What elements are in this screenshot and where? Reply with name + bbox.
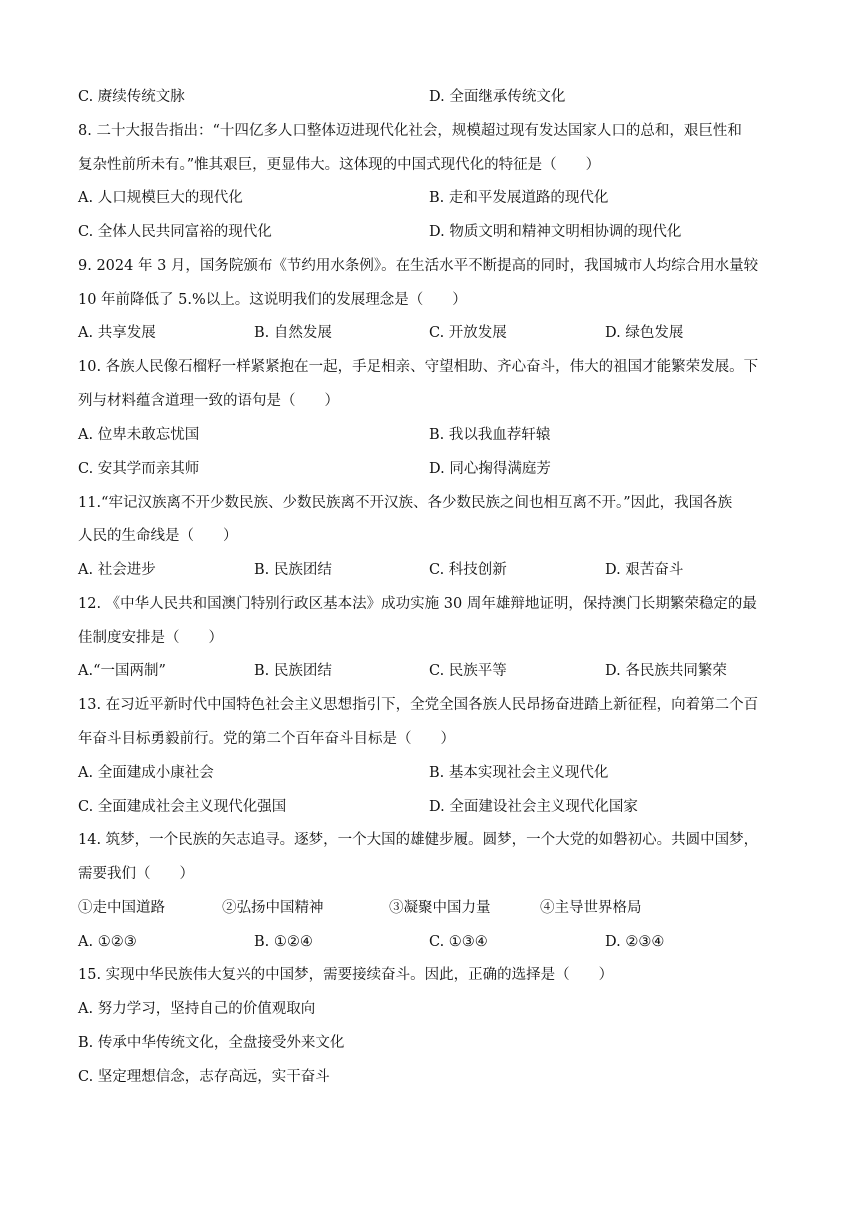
q14-option-c: C. ①③④ <box>429 934 488 950</box>
q10-option-d: D. 同心掬得满庭芳 <box>429 461 551 477</box>
q9-option-d: D. 绿色发展 <box>605 325 684 341</box>
q13-option-c: C. 全面建成社会主义现代化强国 <box>78 799 287 815</box>
q13-stem-line-2: 年奋斗目标勇毅前行。党的第二个百年奋斗目标是（ ） <box>78 731 455 747</box>
q10-option-c: C. 安其学而亲其师 <box>78 461 200 477</box>
q11-option-a: A. 社会进步 <box>78 562 156 578</box>
q12-option-d: D. 各民族共同繁荣 <box>605 663 727 679</box>
q13-stem-line-1: 13. 在习近平新时代中国特色社会主义思想指引下，全党全国各族人民昂扬奋进踏上新征程，向着第二个百 <box>78 697 759 713</box>
q13-option-a: A. 全面建成小康社会 <box>78 765 214 781</box>
q9-option-a: A. 共享发展 <box>78 325 156 341</box>
q8-option-d: D. 物质文明和精神文明相协调的现代化 <box>429 224 682 240</box>
q7-option-d: D. 全面继承传统文化 <box>429 89 566 105</box>
q12-option-c: C. 民族平等 <box>429 663 507 679</box>
q12-option-a: A.“一国两制” <box>78 663 166 679</box>
q14-item-2: ②弘扬中国精神 <box>222 900 324 916</box>
q12-stem-line-1: 12. 《中华人民共和国澳门特别行政区基本法》成功实施 30 周年雄辩地证明，保持澳门长期繁荣稳定的最 <box>78 596 757 612</box>
q14-stem-line-1: 14. 筑梦，一个民族的矢志追寻。逐梦，一个大国的雄健步履。圆梦，一个大党的如磐初心。共圆中国梦， <box>78 832 759 848</box>
q11-stem-line-1: 11.“牢记汉族离不开少数民族、少数民族离不开汉族、各少数民族之间也相互离不开。”因此，我国各族 <box>78 495 733 511</box>
q14-item-1: ①走中国道路 <box>78 900 165 916</box>
q15-option-c: C. 坚定理想信念，志存高远，实干奋斗 <box>78 1069 330 1085</box>
q11-stem-line-2: 人民的生命线是（ ） <box>78 528 238 544</box>
q12-stem-line-2: 佳制度安排是（ ） <box>78 630 223 646</box>
q9-option-b: B. 自然发展 <box>254 325 332 341</box>
q11-option-c: C. 科技创新 <box>429 562 507 578</box>
q15-stem-line-1: 15. 实现中华民族伟大复兴的中国梦，需要接续奋斗。因此，正确的选择是（ ） <box>78 967 614 983</box>
q12-option-b: B. 民族团结 <box>254 663 332 679</box>
q9-stem-line-1: 9. 2024 年 3 月，国务院颁布《节约用水条例》。在生活水平不断提高的同时，我国城市人均综合用水量较 <box>78 258 759 274</box>
q11-option-d: D. 艰苦奋斗 <box>605 562 684 578</box>
q14-item-3: ③凝聚中国力量 <box>389 900 491 916</box>
q14-option-a: A. ①②③ <box>78 934 137 950</box>
q8-stem-line-2: 复杂性前所未有。”惟其艰巨，更显伟大。这体现的中国式现代化的特征是（ ） <box>78 157 601 173</box>
q8-stem-line-1: 8. 二十大报告指出：“十四亿多人口整体迈进现代化社会，规模超过现有发达国家人口的总和，艰巨性和 <box>78 123 742 139</box>
q14-stem-line-2: 需要我们（ ） <box>78 866 194 882</box>
q11-option-b: B. 民族团结 <box>254 562 332 578</box>
q10-stem-line-1: 10. 各族人民像石榴籽一样紧紧抱在一起，手足相亲、守望相助、齐心奋斗，伟大的祖国才能繁荣发展。下 <box>78 359 759 375</box>
q14-option-b: B. ①②④ <box>254 934 313 950</box>
q10-stem-line-2: 列与材料蕴含道理一致的语句是（ ） <box>78 393 339 409</box>
q10-option-a: A. 位卑未敢忘忧国 <box>78 427 200 443</box>
q10-option-b: B. 我以我血荐轩辕 <box>429 427 551 443</box>
q15-option-a: A. 努力学习，坚持自己的价值观取向 <box>78 1001 316 1017</box>
q14-item-4: ④主导世界格局 <box>540 900 642 916</box>
q13-option-d: D. 全面建设社会主义现代化国家 <box>429 799 638 815</box>
q8-option-b: B. 走和平发展道路的现代化 <box>429 190 609 206</box>
q15-option-b: B. 传承中华传统文化，全盘接受外来文化 <box>78 1035 345 1051</box>
q9-stem-line-2: 10 年前降低了 5.%以上。这说明我们的发展理念是（ ） <box>78 292 467 308</box>
q13-option-b: B. 基本实现社会主义现代化 <box>429 765 609 781</box>
q14-option-d: D. ②③④ <box>605 934 665 950</box>
q9-option-c: C. 开放发展 <box>429 325 507 341</box>
q8-option-a: A. 人口规模巨大的现代化 <box>78 190 243 206</box>
q8-option-c: C. 全体人民共同富裕的现代化 <box>78 224 272 240</box>
q7-option-c: C. 赓续传统文脉 <box>78 89 185 105</box>
